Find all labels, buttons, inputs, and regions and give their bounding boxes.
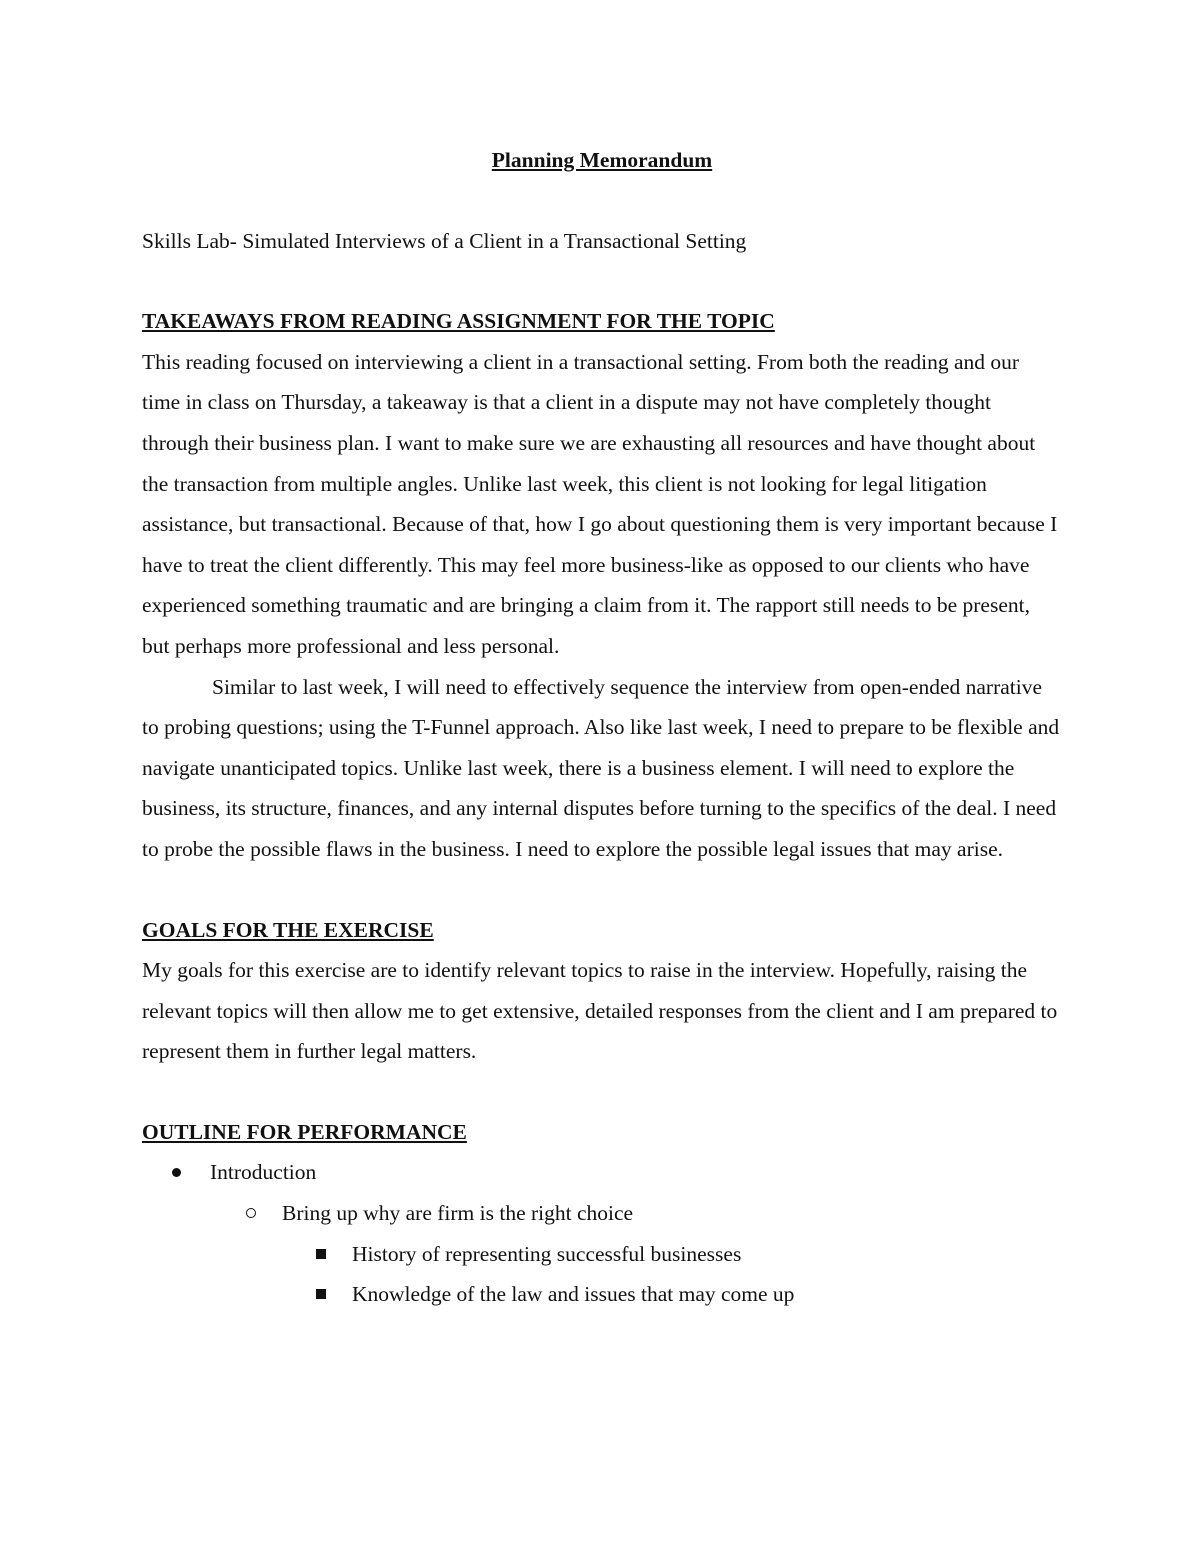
takeaways-paragraph-2: Similar to last week, I will need to effectively sequence the interview from open-ended narrative to probing questions; using the T-Funnel approach. Also like last week, I need to prepare to be flexible and navigate unanticipated topics. Unlike last week, there is a business element. I will need to explore the business, its structure, finances, and any internal disputes before turning to the specifics of the deal. I need to probe the possible flaws in the business. I need to explore the possible legal issues that may arise. <box>142 674 1060 861</box>
outline-item <box>142 1152 1062 1193</box>
document-content <box>142 140 1062 1315</box>
outline-list <box>142 1152 1062 1314</box>
takeaways-heading: TAKEAWAYS FROM READING ASSIGNMENT FOR THE TOPIC <box>142 309 775 334</box>
takeaways-paragraph-1: This reading focused on interviewing a client in a transactional setting. From both the reading and our time in class on Thursday, a takeaway is that a client in a dispute may not have completely thought through their business plan. I want to make sure we are exhausting all resources and have thought about the transaction from multiple angles. Unlike last week, this client is not looking for legal litigation assistance, but transactional. Because of that, how I go about questioning them is very important because I have to treat the client differently. This may feel more business-like as opposed to our clients who have experienced something traumatic and are bringing a claim from it. The rapport still needs to be present, but perhaps more professional and less personal. <box>142 349 1058 658</box>
outline-item-text: Introduction <box>210 1160 317 1185</box>
document-subtitle: Skills Lab- Simulated Interviews of a Client in a Transactional Setting <box>142 228 747 253</box>
outline-item <box>142 1193 1062 1234</box>
goals-paragraph: My goals for this exercise are to identify relevant topics to raise in the interview. Hopefully, raising the relevant topics will then allow me to get extensive, detailed responses from the client and I am prepared to represent them in further legal matters. <box>142 958 1058 1064</box>
outline-item-text: Knowledge of the law and issues that may come up <box>352 1282 795 1307</box>
filled-dot-bullet-icon <box>172 1152 181 1193</box>
outline-heading: OUTLINE FOR PERFORMANCE <box>142 1119 467 1144</box>
goals-heading: GOALS FOR THE EXERCISE <box>142 917 434 942</box>
outline-item-text: History of representing successful businesses <box>352 1241 742 1266</box>
outline-item <box>142 1234 1062 1275</box>
outline-item <box>142 1274 1062 1315</box>
square-bullet-icon <box>316 1234 326 1275</box>
document-title: Planning Memorandum <box>491 148 713 172</box>
outline-item-text: Bring up why are firm is the right choice <box>282 1201 634 1226</box>
square-bullet-icon <box>316 1274 326 1315</box>
hollow-circle-bullet-icon <box>246 1193 256 1234</box>
